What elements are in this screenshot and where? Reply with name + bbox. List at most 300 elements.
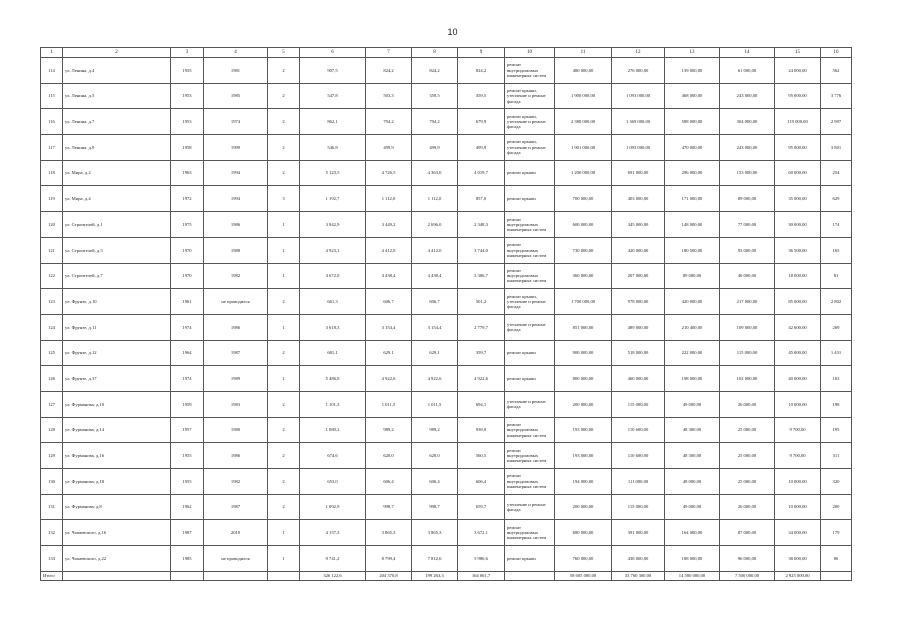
- table-cell: 499,9: [412, 135, 458, 161]
- table-cell: 210 400,00: [665, 314, 720, 340]
- table-cell: 4 923,1: [300, 237, 366, 263]
- table-cell: 163: [821, 366, 852, 392]
- table-cell: 124: [41, 314, 63, 340]
- table-cell: 800 000,00: [555, 366, 612, 392]
- work-type-cell: утепление и ремонт фасада: [505, 391, 555, 417]
- table-cell: 1959: [171, 391, 204, 417]
- table-cell: 4 922,6: [458, 366, 505, 392]
- table-cell: 391 000,00: [612, 520, 665, 546]
- table-cell: 5 486,0: [300, 366, 366, 392]
- table-cell: не проводился: [204, 546, 268, 572]
- table-cell: 546,8: [300, 135, 366, 161]
- table-cell: 1982: [204, 469, 268, 495]
- address-cell: ул. Ленина, д.4: [63, 58, 171, 84]
- table-cell: 629: [821, 186, 852, 212]
- table-cell: 171 000,00: [665, 186, 720, 212]
- table-cell: 857,0: [458, 186, 505, 212]
- table-cell: 824,2: [458, 58, 505, 84]
- table-cell: 96 000,00: [720, 546, 775, 572]
- address-cell: ул. Чапаевского, д.22: [63, 546, 171, 572]
- table-cell: 4 412,0: [412, 237, 458, 263]
- table-cell: 3 842,9: [300, 212, 366, 238]
- table-cell: 48 300,00: [665, 417, 720, 443]
- table-cell: 1970: [171, 237, 204, 263]
- table-cell: 470 000,00: [665, 135, 720, 161]
- table-cell: 40 000,00: [775, 366, 821, 392]
- table-cell: 499,9: [458, 135, 505, 161]
- table-cell: 129: [41, 443, 63, 469]
- table-cell: 46 000,00: [720, 263, 775, 289]
- table-cell: 254: [821, 160, 852, 186]
- table-cell: 2010: [204, 520, 268, 546]
- address-cell: ул. Фурманова, д.18: [63, 469, 171, 495]
- column-number: 14: [720, 48, 775, 58]
- total-cell: 14 500 000,00: [665, 571, 720, 580]
- table-cell: 359,5: [412, 83, 458, 109]
- table-cell: 606,4: [458, 469, 505, 495]
- column-number: 3: [171, 48, 204, 58]
- table-cell: 118: [41, 160, 63, 186]
- table-cell: 2: [268, 417, 300, 443]
- table-cell: 1989: [204, 366, 268, 392]
- table-cell: 1982: [204, 263, 268, 289]
- table-cell: 4 672,0: [300, 263, 366, 289]
- table-cell: 1964: [171, 340, 204, 366]
- total-cell: [505, 571, 555, 580]
- table-cell: 1985: [171, 546, 204, 572]
- table-cell: 89 000,00: [665, 263, 720, 289]
- table-cell: 674,6: [300, 443, 366, 469]
- table-cell: 460 000,00: [612, 366, 665, 392]
- column-number: 5: [268, 48, 300, 58]
- table-cell: 127: [41, 391, 63, 417]
- table-cell: 174: [821, 212, 852, 238]
- total-row: [41, 571, 852, 580]
- address-cell: ул. Ленина, д.9: [63, 135, 171, 161]
- table-cell: 620,0: [366, 443, 412, 469]
- column-number: 15: [775, 48, 821, 58]
- table-cell: 35 000,00: [775, 186, 821, 212]
- table-cell: 438 000,00: [612, 546, 665, 572]
- column-number: 9: [458, 48, 505, 58]
- table-cell: 2: [268, 83, 300, 109]
- table-cell: 42 600,00: [775, 314, 821, 340]
- work-type-cell: ремонт внутридомовых инженерных систем: [505, 212, 555, 238]
- table-cell: 3 154,4: [366, 314, 412, 340]
- table-cell: 26 000,00: [720, 391, 775, 417]
- table-cell: 123: [41, 289, 63, 315]
- table-row: [41, 135, 852, 161]
- table-row: [41, 366, 852, 392]
- table-cell: 36 500,00: [775, 237, 821, 263]
- table-cell: 125: [41, 340, 63, 366]
- table-cell: 110 600,00: [612, 417, 665, 443]
- table-cell: 2: [268, 58, 300, 84]
- table-cell: 114: [41, 58, 63, 84]
- table-cell: 2 997: [821, 109, 852, 135]
- table-cell: 25 000,00: [720, 469, 775, 495]
- table-cell: 1953: [171, 109, 204, 135]
- table-cell: 900 000,00: [555, 340, 612, 366]
- table-cell: 115: [41, 83, 63, 109]
- table-cell: 4 438,4: [412, 263, 458, 289]
- address-cell: ул. Ленина, д.7: [63, 109, 171, 135]
- table-cell: 1987: [204, 494, 268, 520]
- table-cell: 620,0: [412, 443, 458, 469]
- table-cell: 1972: [171, 186, 204, 212]
- table-cell: 499,9: [366, 135, 412, 161]
- table-cell: 304 000,00: [720, 109, 775, 135]
- total-cell: [204, 571, 268, 580]
- table-cell: 48 300,00: [665, 443, 720, 469]
- table-cell: 824,2: [412, 58, 458, 84]
- table-cell: 1986: [204, 314, 268, 340]
- table-cell: 1 011,5: [412, 391, 458, 417]
- total-cell: [268, 571, 300, 580]
- table-row: [41, 237, 852, 263]
- total-cell: 164 061,7: [458, 571, 505, 580]
- table-cell: 345 000,00: [612, 212, 665, 238]
- total-cell: 326 122,6: [300, 571, 366, 580]
- table-cell: 1985: [204, 83, 268, 109]
- table-cell: 851 000,00: [555, 314, 612, 340]
- address-cell: ул. Ленина, д.5: [63, 83, 171, 109]
- total-cell: 2 925 000,00: [775, 571, 821, 580]
- table-cell: 115 000,00: [720, 340, 775, 366]
- table-cell: 131: [41, 494, 63, 520]
- table-cell: 824,2: [366, 58, 412, 84]
- table-cell: 1: [268, 314, 300, 340]
- table-cell: 2: [268, 391, 300, 417]
- table-cell: 4 363,0: [412, 160, 458, 186]
- table-cell: 1 700 000,00: [555, 289, 612, 315]
- table-cell: 1957: [171, 417, 204, 443]
- table-cell: 629,1: [412, 340, 458, 366]
- table-cell: 938,0: [458, 417, 505, 443]
- table-row: [41, 263, 852, 289]
- table-cell: 629,1: [366, 340, 412, 366]
- table-cell: 130: [41, 469, 63, 495]
- table-cell: 126: [41, 366, 63, 392]
- table-cell: 30 000,00: [775, 212, 821, 238]
- table-cell: 81: [821, 263, 852, 289]
- address-cell: ул. Фрунзе, д.12: [63, 340, 171, 366]
- total-cell: 7 500 000,00: [720, 571, 775, 580]
- table-cell: 1974: [204, 109, 268, 135]
- table-cell: 1988: [204, 237, 268, 263]
- table-cell: 2: [268, 160, 300, 186]
- table-cell: 5 123,5: [300, 160, 366, 186]
- table-cell: 95 000,00: [775, 135, 821, 161]
- table-cell: 998,7: [366, 494, 412, 520]
- table-cell: 320: [821, 469, 852, 495]
- table-cell: 148 000,00: [665, 212, 720, 238]
- table-cell: 139 000,00: [665, 58, 720, 84]
- table-cell: 198 000,00: [665, 366, 720, 392]
- table-cell: 1953: [171, 83, 204, 109]
- table-cell: 1: [268, 520, 300, 546]
- column-number: 12: [612, 48, 665, 58]
- table-cell: 128: [41, 417, 63, 443]
- table-cell: 1 112,0: [412, 186, 458, 212]
- table-cell: 179: [821, 520, 852, 546]
- table-cell: 60 000,00: [775, 160, 821, 186]
- table-row: [41, 314, 852, 340]
- table-cell: 1 092,9: [300, 494, 366, 520]
- table-cell: 18 000,00: [775, 263, 821, 289]
- table-cell: 1980: [204, 417, 268, 443]
- table-cell: 85 000,00: [775, 289, 821, 315]
- table-cell: 4 412,0: [366, 237, 412, 263]
- column-number: 7: [366, 48, 412, 58]
- table-cell: 61 000,00: [720, 58, 775, 84]
- table-cell: 1999: [204, 135, 268, 161]
- table-row: [41, 186, 852, 212]
- column-number: 16: [821, 48, 852, 58]
- table-cell: 24 000,00: [775, 58, 821, 84]
- table-cell: 2 380 000,00: [555, 109, 612, 135]
- table-cell: 193 000,00: [555, 443, 612, 469]
- table-cell: 1 192,7: [300, 186, 366, 212]
- table-cell: 998,7: [412, 494, 458, 520]
- address-cell: ул. Фурманова, д.14: [63, 417, 171, 443]
- table-cell: 403 000,00: [612, 186, 665, 212]
- table-cell: 49 000,00: [665, 494, 720, 520]
- column-number: 10: [505, 48, 555, 58]
- table-cell: 588 000,00: [665, 109, 720, 135]
- table-cell: 501,2: [458, 289, 505, 315]
- table-cell: 3 744,0: [458, 237, 505, 263]
- table-cell: 3 672,1: [458, 520, 505, 546]
- table-cell: 243 000,00: [720, 135, 775, 161]
- table-cell: 680 000,00: [555, 520, 612, 546]
- column-number: 1: [41, 48, 63, 58]
- work-type-cell: ремонт крыши, утепление и ремонт фасада: [505, 135, 555, 161]
- page-number: 10: [447, 27, 458, 37]
- table-cell: 2: [268, 443, 300, 469]
- total-cell: [171, 571, 204, 580]
- table-cell: 89 000,00: [720, 186, 775, 212]
- table-cell: 1 369 000,00: [612, 109, 665, 135]
- table-cell: 547,8: [300, 83, 366, 109]
- address-cell: ул. Строителей, д.5: [63, 237, 171, 263]
- table-cell: 989,2: [412, 417, 458, 443]
- column-number: 2: [63, 48, 171, 58]
- table-cell: 503,3: [366, 83, 412, 109]
- table-cell: 2 802: [821, 289, 852, 315]
- table-cell: 1963: [171, 160, 204, 186]
- table-cell: 276 000,00: [612, 58, 665, 84]
- table-row: [41, 391, 852, 417]
- table-cell: 679,9: [458, 109, 505, 135]
- work-type-cell: ремонт крыши: [505, 160, 555, 186]
- work-type-cell: ремонт внутридомовых инженерных систем: [505, 263, 555, 289]
- table-cell: 989,2: [366, 417, 412, 443]
- table-cell: 1983: [204, 391, 268, 417]
- table-cell: 3 618,3: [300, 314, 366, 340]
- table-cell: 862,1: [300, 109, 366, 135]
- table-cell: 7 812,6: [412, 546, 458, 572]
- table-cell: 4 922,6: [366, 366, 412, 392]
- table-cell: 681,1: [300, 340, 366, 366]
- table-cell: 360 000,00: [555, 263, 612, 289]
- table-row: [41, 417, 852, 443]
- work-type-cell: ремонт внутридомовых инженерных систем: [505, 237, 555, 263]
- table-cell: 77 000,00: [720, 212, 775, 238]
- address-cell: ул. Фрунзе, д.10: [63, 289, 171, 315]
- table-cell: 606,7: [412, 289, 458, 315]
- table-cell: 1 431: [821, 340, 852, 366]
- table-cell: 4 019,7: [458, 160, 505, 186]
- address-cell: ул. Строителей, д.7: [63, 263, 171, 289]
- table-cell: 10 000,00: [775, 391, 821, 417]
- table-cell: 3 801: [821, 135, 852, 161]
- table-cell: 207 000,00: [612, 263, 665, 289]
- table-cell: 730 000,00: [555, 237, 612, 263]
- column-number-row: [41, 48, 852, 58]
- table-cell: 600 000,00: [555, 212, 612, 238]
- table-cell: 659,7: [458, 494, 505, 520]
- table-cell: 3 306,7: [458, 263, 505, 289]
- table-cell: 3: [268, 186, 300, 212]
- table-cell: 269: [821, 314, 852, 340]
- total-cell: [63, 571, 171, 580]
- table-cell: 1962: [171, 494, 204, 520]
- table-cell: 188 000,00: [665, 546, 720, 572]
- table-row: [41, 109, 852, 135]
- table-row: [41, 289, 852, 315]
- table-cell: 1981: [204, 58, 268, 84]
- table-cell: 194 000,00: [555, 469, 612, 495]
- table-row: [41, 160, 852, 186]
- table-row: [41, 469, 852, 495]
- table-cell: 26 000,00: [720, 494, 775, 520]
- table-cell: 193 000,00: [555, 417, 612, 443]
- table-cell: 2: [268, 494, 300, 520]
- table-cell: 518 000,00: [612, 340, 665, 366]
- work-type-cell: ремонт крыши, утепление и ремонт фасада: [505, 83, 555, 109]
- table-cell: 1970: [171, 263, 204, 289]
- table-cell: 153 000,00: [720, 160, 775, 186]
- work-type-cell: ремонт внутридомовых инженерных систем: [505, 520, 555, 546]
- table-cell: 180 500,00: [665, 237, 720, 263]
- table-row: [41, 58, 852, 84]
- table-cell: 1 200 000,00: [555, 160, 612, 186]
- table-cell: 468 000,00: [665, 83, 720, 109]
- table-cell: 359,7: [458, 340, 505, 366]
- table-cell: 133: [41, 546, 63, 572]
- address-cell: ул. Строителей, д.1: [63, 212, 171, 238]
- table-cell: 5 986,6: [458, 546, 505, 572]
- table-row: [41, 520, 852, 546]
- table-cell: 2: [268, 109, 300, 135]
- total-cell: 199 263,3: [412, 571, 458, 580]
- table-cell: 9 700,00: [775, 443, 821, 469]
- table-cell: 653,0: [300, 469, 366, 495]
- table-cell: 1 093 000,00: [612, 83, 665, 109]
- table-cell: 907,5: [300, 58, 366, 84]
- table-cell: 978 000,00: [612, 289, 665, 315]
- table-cell: 1986: [204, 443, 268, 469]
- table-row: [41, 340, 852, 366]
- table-cell: 4 726,5: [366, 160, 412, 186]
- table-cell: 3 865,3: [412, 520, 458, 546]
- work-type-cell: ремонт крыши, утепление и ремонт фасада: [505, 109, 555, 135]
- table-row: [41, 212, 852, 238]
- table-cell: 200 000,00: [555, 391, 612, 417]
- column-number: 6: [300, 48, 366, 58]
- address-cell: ул. Чапаевского, д.16: [63, 520, 171, 546]
- table-cell: 121: [41, 237, 63, 263]
- table-cell: 25 000,00: [720, 417, 775, 443]
- work-type-cell: ремонт внутридомовых инженерных систем: [505, 58, 555, 84]
- table-cell: 420 000,00: [665, 289, 720, 315]
- table-row: [41, 494, 852, 520]
- table-cell: 1: [268, 366, 300, 392]
- table-cell: 9 741,2: [300, 546, 366, 572]
- table-cell: 700 000,00: [555, 186, 612, 212]
- table-cell: 606,4: [366, 469, 412, 495]
- housing-repair-table: [40, 47, 852, 581]
- work-type-cell: ремонт внутридомовых инженерных систем: [505, 469, 555, 495]
- table-cell: 562: [821, 58, 852, 84]
- table-cell: 49 000,00: [665, 391, 720, 417]
- table-cell: 311: [821, 443, 852, 469]
- total-cell: 58 605 000,00: [555, 571, 612, 580]
- table-cell: 1955: [171, 58, 204, 84]
- address-cell: ул. Мира, д.4: [63, 186, 171, 212]
- work-type-cell: утепление и ремонт фасада: [505, 314, 555, 340]
- table-cell: 1994: [204, 160, 268, 186]
- table-cell: 10 000,00: [775, 494, 821, 520]
- total-label: Итого: [41, 571, 63, 580]
- table-cell: 200 000,00: [555, 494, 612, 520]
- table-cell: 117: [41, 135, 63, 161]
- table-cell: 198: [821, 391, 852, 417]
- address-cell: ул. Фурманова, д.8: [63, 494, 171, 520]
- table-cell: 1 101,3: [300, 391, 366, 417]
- table-cell: 1 093 000,00: [612, 135, 665, 161]
- table-cell: 115 000,00: [612, 494, 665, 520]
- table-cell: 119: [41, 186, 63, 212]
- table-cell: 165: [821, 237, 852, 263]
- table-cell: 1 011,5: [366, 391, 412, 417]
- table-cell: 1 080,2: [300, 417, 366, 443]
- table-cell: 111 000,00: [612, 469, 665, 495]
- address-cell: ул. Фрунзе, д.11: [63, 314, 171, 340]
- table-cell: 217 000,00: [720, 289, 775, 315]
- table-cell: 359,5: [458, 83, 505, 109]
- table-cell: 4 922,6: [412, 366, 458, 392]
- table-cell: 200: [821, 494, 852, 520]
- table-cell: 2 348,3: [458, 212, 505, 238]
- column-number: 13: [665, 48, 720, 58]
- table-cell: 86: [821, 546, 852, 572]
- work-type-cell: ремонт крыши, утепление и ремонт фасада: [505, 289, 555, 315]
- total-cell: 204 370,8: [366, 571, 412, 580]
- table-cell: 691 000,00: [612, 160, 665, 186]
- total-cell: 33 760 300,00: [612, 571, 665, 580]
- table-cell: 87 000,00: [720, 520, 775, 546]
- table-cell: 38 000,00: [775, 546, 821, 572]
- table-cell: 3 154,4: [412, 314, 458, 340]
- table-cell: 1: [268, 546, 300, 572]
- address-cell: ул. Фрунзе, д.37: [63, 366, 171, 392]
- table-cell: 4 157,3: [300, 520, 366, 546]
- table-cell: 794,2: [366, 109, 412, 135]
- table-cell: 34 000,00: [775, 520, 821, 546]
- work-type-cell: ремонт внутридомовых инженерных систем: [505, 417, 555, 443]
